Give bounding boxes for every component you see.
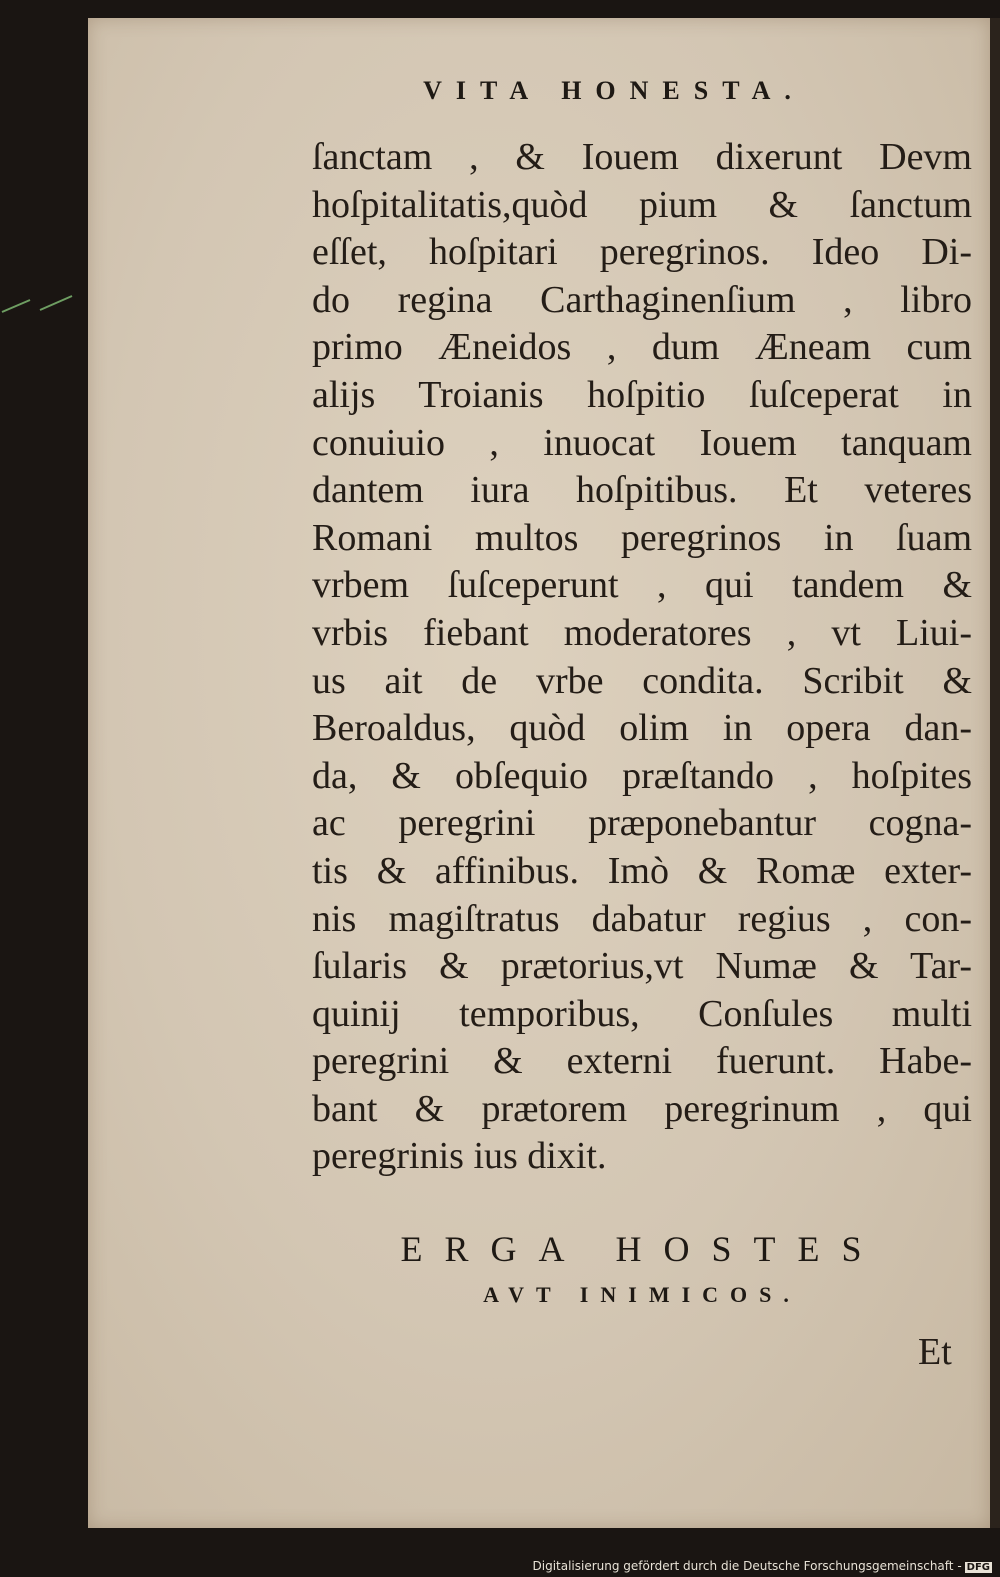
text-line: hoſpitalitatis,quòd pium & ſanctum [312, 183, 972, 226]
text-line: Beroaldus, quòd olim in opera dan- [312, 707, 972, 750]
book-page [88, 18, 990, 1528]
text-line: us ait de vrbe condita. Scribit & [312, 659, 972, 702]
text-line: nis magiſtratus dabatur regius , con- [312, 897, 972, 940]
text-line: tis & affinibus. Imò & Romæ exter- [312, 849, 972, 892]
text-line: vrbis fiebant moderatores , vt Liui- [312, 611, 972, 654]
text-line: vrbem ſuſceperunt , qui tandem & [312, 564, 972, 607]
text-line: ac peregrini præponebantur cogna- [312, 802, 972, 845]
text-line: dantem iura hoſpitibus. Et veteres [312, 469, 972, 512]
text-line: ſanctam , & Iouem dixerunt Devm [312, 136, 972, 178]
text-line: primo Æneidos , dum Æneam cum [312, 326, 972, 369]
text-line: alijs Troianis hoſpitio ſuſceperat in [312, 373, 972, 416]
section-subtitle: AVT INIMICOS. [483, 1282, 801, 1307]
text-line: da, & obſequio præſtando , hoſpites [312, 754, 972, 797]
body-text [312, 134, 972, 1181]
text-line: peregrini & externi fuerunt. Habe- [312, 1040, 972, 1083]
text-line: ſularis & prætorius,vt Numæ & Tar- [312, 945, 972, 988]
page-edge [990, 18, 1000, 1528]
spine-mark-icon [0, 290, 80, 320]
running-head: VITA HONESTA. [423, 76, 805, 105]
catchword: Et [918, 1331, 952, 1373]
digitization-credit [533, 1559, 993, 1573]
text-line: conuiuio , inuocat Iouem tanquam [312, 421, 972, 464]
credit-text: Digitalisierung gefördert durch die Deutsche Forschungsgemeinschaft - [532, 1559, 962, 1573]
text-line: bant & prætorem peregrinum , qui [312, 1087, 972, 1130]
text-line: do regina Carthaginenſium , libro [312, 278, 972, 321]
text-line: quinij temporibus, Conſules multi [312, 992, 972, 1035]
text-line: peregrinis ius dixit. [312, 1135, 607, 1178]
text-line: eſſet, hoſpitari peregrinos. Ideo Di- [312, 231, 972, 274]
dfg-logo: DFG [966, 1562, 990, 1573]
text-line: Romani multos peregrinos in ſuam [312, 516, 972, 559]
section-title: ERGA HOSTES [400, 1229, 884, 1269]
